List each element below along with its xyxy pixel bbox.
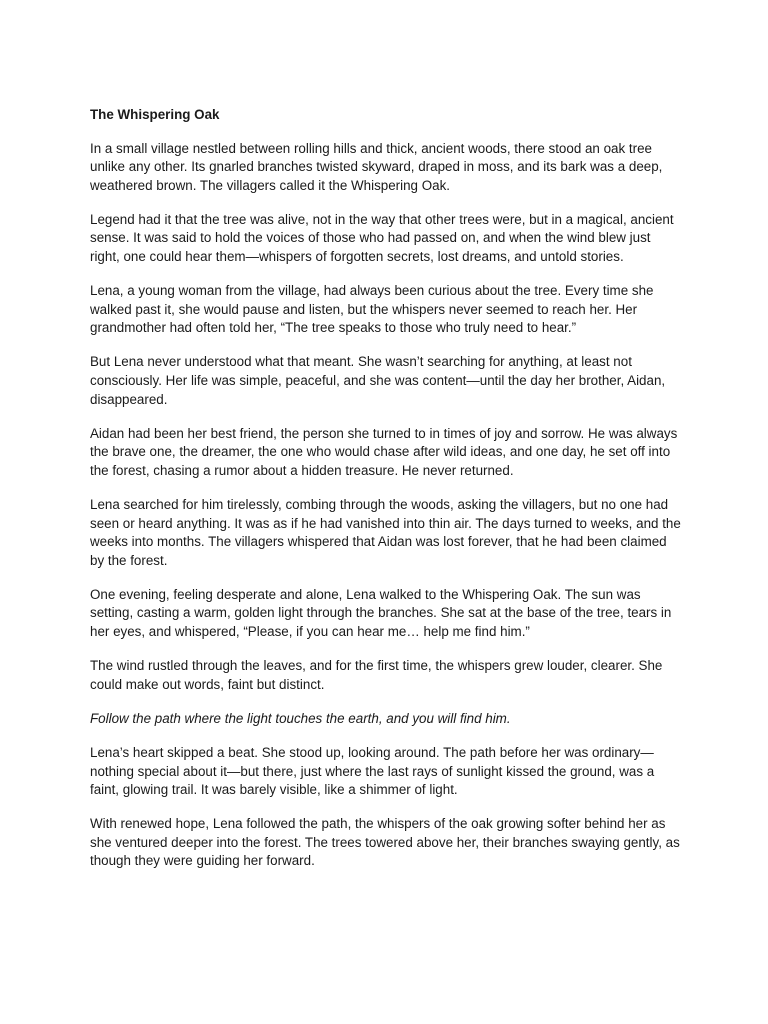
document-page	[90, 106, 682, 887]
paragraph: But Lena never understood what that meant. She wasn’t searching for anything, at least not consciously. Her life was simple, peaceful, and she was content—until the day her brother, Aidan, disappeared.	[90, 354, 666, 407]
paragraph: Legend had it that the tree was alive, not in the way that other trees were, but in a magical, ancient sense. It was said to hold the voices of those who had passed on, and when the wind blew just right, one could hear them—whispers of forgotten secrets, lost dreams, and untold stories.	[90, 211, 674, 265]
paragraph: Lena, a young woman from the village, had always been curious about the tree. Every time she walked past it, she would pause and listen, but the whispers never seemed to reach her. Her grandmother had often told her, “The tree speaks to those who truly need to hear.”	[90, 283, 654, 336]
paragraph: Lena searched for him tirelessly, combing through the woods, asking the villagers, but no one had seen or heard anything. It was as if he had vanished into thin air. The days turned to weeks, and the weeks into months. The villagers whispered that Aidan was lost forever, that he had been claimed by the forest.	[90, 497, 681, 568]
paragraph: Lena’s heart skipped a beat. She stood up, looking around. The path before her was ordinary—nothing special about it—but there, just where the last rays of sunlight kissed the ground, was a faint, glowing trail. It was barely visible, like a shimmer of light.	[90, 744, 655, 798]
document-title: The Whispering Oak	[90, 107, 220, 122]
paragraph: In a small village nestled between rolling hills and thick, ancient woods, there stood an oak tree unlike any other. Its gnarled branches twisted skyward, draped in moss, and its bark was a deep, weathered brown. The villagers called it the Whispering Oak.	[90, 140, 663, 193]
document-body	[90, 140, 682, 871]
italic-paragraph: Follow the path where the light touches the earth, and you will find him.	[90, 710, 511, 726]
paragraph: Aidan had been her best friend, the person she turned to in times of joy and sorrow. He was always the brave one, the dreamer, the one who would chase after wild ideas, and one day, he set off into the forest, chasing a rumor about a hidden treasure. He never returned.	[90, 425, 678, 478]
paragraph: The wind rustled through the leaves, and for the first time, the whispers grew louder, clearer. She could make out words, faint but distinct.	[90, 658, 663, 692]
paragraph: With renewed hope, Lena followed the path, the whispers of the oak growing softer behind her as she ventured deeper into the forest. The trees towered above her, their branches swaying gently, as though they were guiding her forward.	[90, 816, 680, 869]
paragraph: One evening, feeling desperate and alone, Lena walked to the Whispering Oak. The sun was setting, casting a warm, golden light through the branches. She sat at the base of the tree, tears in her eyes, and whispered, “Please, if you can hear me… help me find him.”	[90, 586, 672, 640]
